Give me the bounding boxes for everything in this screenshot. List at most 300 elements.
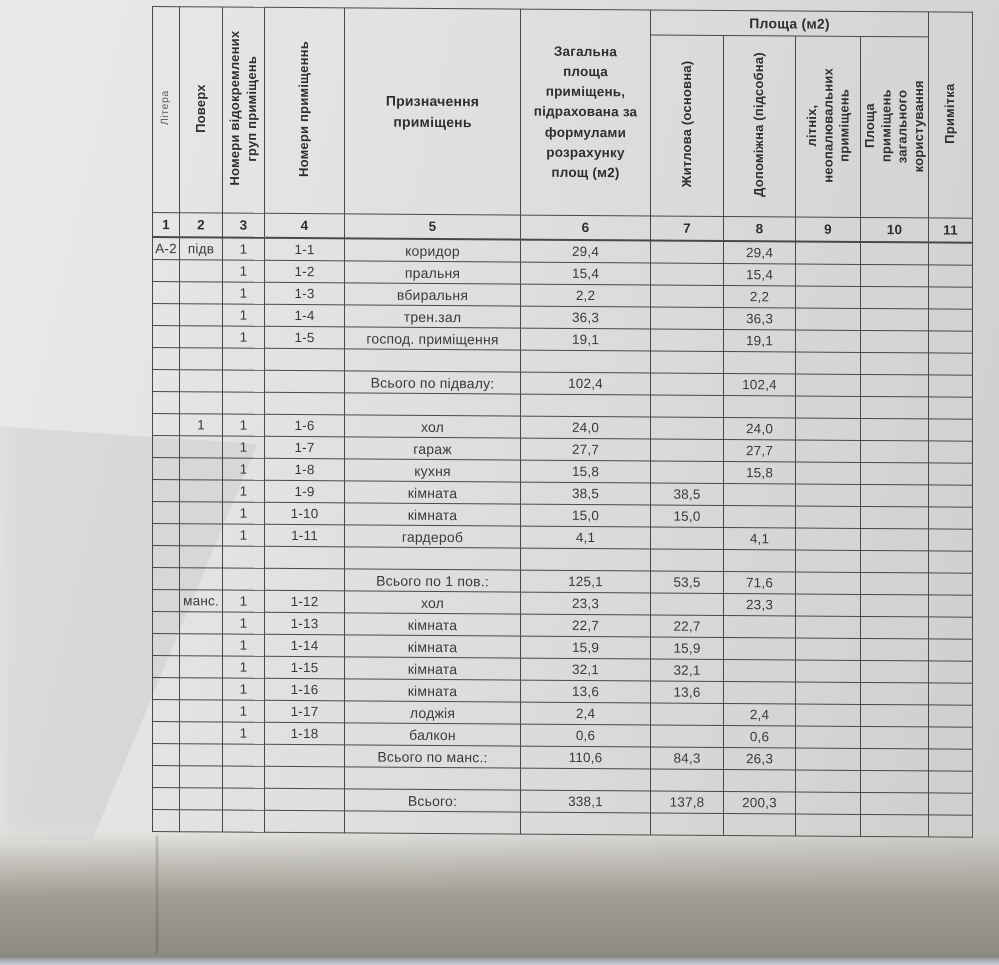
cell-col6: 4,1 <box>521 526 651 549</box>
cell-col5: Всього: <box>345 789 521 812</box>
cell-col6: 29,4 <box>521 240 651 263</box>
cell-col6: 15,8 <box>521 460 651 483</box>
cell-col4: 1-18 <box>265 722 345 745</box>
cell-col9 <box>796 484 861 506</box>
cell-col9 <box>796 506 861 528</box>
header-litera-label: Літера <box>159 90 172 126</box>
cell-col2 <box>180 282 223 304</box>
cell-col11 <box>929 793 973 815</box>
cell-col1 <box>153 700 180 722</box>
cell-col11 <box>929 529 973 551</box>
header-group-numbers-label: Номери відокремлених груп приміщень <box>226 31 259 187</box>
cell-col5: кімната <box>345 635 521 658</box>
cell-col4 <box>265 370 345 393</box>
cell-col2 <box>180 348 223 370</box>
cell-col4: 1-10 <box>265 502 345 525</box>
cell-col3: 1 <box>223 612 265 634</box>
cell-col1 <box>153 810 180 832</box>
cell-col9 <box>796 748 861 770</box>
cell-col5: кімната <box>345 657 521 680</box>
cell-col5: Всього по 1 пов.: <box>345 569 521 592</box>
cell-col10 <box>861 770 929 792</box>
cell-col5: трен.зал <box>345 305 521 328</box>
cell-col3: 1 <box>223 436 265 458</box>
cell-col7 <box>651 395 724 418</box>
cell-col6: 22,7 <box>521 614 651 637</box>
cell-col9 <box>796 352 861 374</box>
cell-col7 <box>651 373 724 396</box>
table-header <box>153 7 973 243</box>
table-body <box>153 237 973 837</box>
cell-col10 <box>861 462 929 484</box>
col-number: 6 <box>521 215 651 240</box>
cell-col3: 1 <box>223 502 265 524</box>
cell-col4: 1-12 <box>265 590 345 613</box>
cell-col5: господ. приміщення <box>345 327 521 350</box>
cell-col7: 22,7 <box>651 615 724 638</box>
cell-col8: 71,6 <box>724 571 796 594</box>
cell-col5: гардероб <box>345 525 521 548</box>
cell-col9 <box>796 264 861 286</box>
cell-col1 <box>153 326 180 348</box>
cell-col2 <box>180 788 223 810</box>
cell-col1 <box>153 722 180 744</box>
cell-col4 <box>265 568 345 591</box>
cell-col6: 36,3 <box>521 306 651 329</box>
cell-col9 <box>796 638 861 660</box>
cell-col10 <box>861 748 929 770</box>
cell-col6: 102,4 <box>521 372 651 395</box>
cell-col9 <box>796 770 861 792</box>
cell-col10 <box>861 506 929 528</box>
cell-col11 <box>929 463 973 485</box>
cell-col6: 0,6 <box>521 724 651 747</box>
cell-col11 <box>929 727 973 749</box>
cell-col4 <box>265 392 345 415</box>
cell-col8 <box>724 769 796 792</box>
cell-col6: 15,9 <box>521 636 651 659</box>
cell-col10 <box>861 572 929 594</box>
cell-col8 <box>724 637 796 660</box>
cell-col7 <box>651 263 724 286</box>
cell-col8: 2,4 <box>724 703 796 726</box>
cell-col8: 27,7 <box>724 439 796 462</box>
cell-col10 <box>861 352 929 374</box>
cell-col4: 1-2 <box>265 260 345 283</box>
cell-col8: 19,1 <box>724 329 796 352</box>
cell-col3: 1 <box>223 590 265 612</box>
cell-col11 <box>929 617 973 639</box>
cell-col10 <box>861 242 929 265</box>
cell-col4 <box>265 788 345 811</box>
cell-col9 <box>796 616 861 638</box>
cell-col3: 1 <box>223 524 265 546</box>
header-common-label: Площа приміщень загального користування <box>862 79 926 172</box>
cell-col3: 1 <box>223 237 265 260</box>
cell-col9 <box>796 682 861 704</box>
cell-col4: 1-9 <box>265 480 345 503</box>
cell-col11 <box>929 353 973 375</box>
cell-col8: 24,0 <box>724 417 796 440</box>
col-number: 5 <box>345 214 521 240</box>
cell-col11 <box>929 661 973 683</box>
cell-col10 <box>861 682 929 704</box>
cell-col11 <box>929 441 973 463</box>
header-note-label: Примітка <box>942 83 958 144</box>
cell-col3: 1 <box>223 480 265 502</box>
cell-col3: 1 <box>223 458 265 480</box>
cell-col5: хол <box>345 591 521 614</box>
cell-col6 <box>521 394 651 417</box>
header-area-group: Площа (м2) <box>651 10 929 37</box>
cell-col1 <box>153 766 180 788</box>
cell-col1 <box>153 788 180 810</box>
cell-col2 <box>180 326 223 348</box>
cell-col9 <box>796 462 861 484</box>
cell-col9 <box>796 396 861 418</box>
cell-col11 <box>929 242 973 265</box>
cell-col9 <box>796 241 861 264</box>
cell-col8: 36,3 <box>724 307 796 330</box>
cell-col3: 1 <box>223 260 265 282</box>
cell-col5: гараж <box>345 437 521 460</box>
header-purpose: Призначення приміщень <box>345 8 521 215</box>
cell-col3 <box>223 348 265 370</box>
cell-col1 <box>153 348 180 370</box>
floor-area-explication-table <box>152 6 972 838</box>
cell-col6: 32,1 <box>521 658 651 681</box>
cell-col6: 338,1 <box>521 790 651 813</box>
cell-col7 <box>651 307 724 330</box>
cell-col11 <box>929 265 973 287</box>
cell-col8 <box>724 351 796 374</box>
cell-col7: 15,9 <box>651 637 724 660</box>
cell-col1 <box>153 304 180 326</box>
cell-col2 <box>180 766 223 788</box>
cell-col3 <box>223 392 265 414</box>
cell-col10 <box>861 264 929 286</box>
cell-col3: 1 <box>223 700 265 722</box>
cell-col8: 200,3 <box>724 791 796 814</box>
cell-col8 <box>724 483 796 506</box>
col-number: 1 <box>153 213 180 238</box>
cell-col5: кімната <box>345 503 521 526</box>
cell-col8: 15,4 <box>724 263 796 286</box>
cell-col10 <box>861 418 929 440</box>
cell-col7: 13,6 <box>651 681 724 704</box>
cell-col3: 1 <box>223 326 265 348</box>
cell-col5: кімната <box>345 613 521 636</box>
cell-col5: кімната <box>345 679 521 702</box>
cell-col4: 1-16 <box>265 678 345 701</box>
cell-col8: 4,1 <box>724 527 796 550</box>
cell-col6: 2,4 <box>521 702 651 725</box>
cell-col11 <box>929 683 973 705</box>
cell-col10 <box>861 594 929 616</box>
cell-col9 <box>796 440 861 462</box>
cell-col4: 1-7 <box>265 436 345 459</box>
cell-col2: 1 <box>180 414 223 436</box>
col-number: 9 <box>796 217 861 242</box>
header-room-numbers <box>265 7 345 214</box>
col-number: 3 <box>223 213 265 238</box>
cell-col4 <box>265 744 345 767</box>
paper-fold-line <box>156 836 158 954</box>
cell-col6: 38,5 <box>521 482 651 505</box>
col-number: 7 <box>651 216 724 241</box>
cell-col11 <box>929 771 973 793</box>
cell-col5: коридор <box>345 238 521 262</box>
cell-col10 <box>861 396 929 418</box>
cell-col5 <box>345 767 521 790</box>
cell-col4 <box>265 766 345 789</box>
cell-col9 <box>796 660 861 682</box>
cell-col11 <box>929 595 973 617</box>
cell-col7: 15,0 <box>651 505 724 528</box>
cell-col7: 53,5 <box>651 571 724 594</box>
cell-col2 <box>180 678 223 700</box>
cell-col5: кухня <box>345 459 521 482</box>
cell-col9 <box>796 308 861 330</box>
cell-col4: 1-6 <box>265 414 345 437</box>
cell-col5 <box>345 393 521 416</box>
cell-col7 <box>651 329 724 352</box>
cell-col3: 1 <box>223 414 265 436</box>
cell-col9 <box>796 374 861 396</box>
cell-col3 <box>223 568 265 590</box>
cell-col11 <box>929 705 973 727</box>
cell-col10 <box>861 616 929 638</box>
cell-col11 <box>929 397 973 419</box>
header-auxiliary <box>724 35 796 217</box>
cell-col11 <box>929 287 973 309</box>
header-living <box>651 35 724 217</box>
cell-col1 <box>153 414 180 436</box>
cell-col1 <box>153 260 180 282</box>
cell-col11 <box>929 551 973 573</box>
cell-col3: 1 <box>223 282 265 304</box>
cell-col5: Всього по підвалу: <box>345 371 521 394</box>
cell-col8: 26,3 <box>724 747 796 770</box>
cell-col4: 1-5 <box>265 326 345 349</box>
cell-col11 <box>929 309 973 331</box>
cell-col8 <box>724 681 796 704</box>
cell-col11 <box>929 507 973 529</box>
cell-col1 <box>153 744 180 766</box>
cell-col10 <box>861 484 929 506</box>
cell-col5 <box>345 547 521 570</box>
header-litera <box>153 7 180 213</box>
cell-col7 <box>651 285 724 308</box>
cell-col1: А-2 <box>153 237 180 260</box>
cell-col11 <box>929 749 973 771</box>
header-living-label: Житлова (основна) <box>678 60 694 188</box>
col-number: 11 <box>929 218 973 243</box>
cell-col11 <box>929 375 973 397</box>
cell-col9 <box>796 286 861 308</box>
cell-col4 <box>265 348 345 371</box>
cell-col5: балкон <box>345 723 521 746</box>
cell-col8 <box>724 659 796 682</box>
cell-col4 <box>265 546 345 569</box>
cell-col10 <box>861 638 929 660</box>
cell-col2 <box>180 260 223 282</box>
cell-col8: 29,4 <box>724 241 796 264</box>
cell-col6: 27,7 <box>521 438 651 461</box>
cell-col3 <box>223 546 265 568</box>
cell-col6: 2,2 <box>521 284 651 307</box>
cell-col7: 32,1 <box>651 659 724 682</box>
cell-col2 <box>180 744 223 766</box>
cell-col7 <box>651 439 724 462</box>
cell-col4: 1-17 <box>265 700 345 723</box>
cell-col9 <box>796 704 861 726</box>
cell-col6: 110,6 <box>521 746 651 769</box>
cell-col10 <box>861 792 929 814</box>
cell-col10 <box>861 286 929 308</box>
cell-col3 <box>223 788 265 810</box>
cell-col3 <box>223 810 265 832</box>
header-poverkh <box>180 7 223 213</box>
cell-col2 <box>180 656 223 678</box>
header-summer-label: літніх, неопалювальних приміщень <box>803 67 852 183</box>
cell-col7: 137,8 <box>651 791 724 814</box>
cell-col2: манс. <box>180 590 223 612</box>
cell-col8: 15,8 <box>724 461 796 484</box>
cell-col10 <box>861 660 929 682</box>
cell-col7 <box>651 703 724 726</box>
cell-col1 <box>153 392 180 414</box>
cell-col6: 125,1 <box>521 570 651 593</box>
header-poverkh-label: Поверх <box>192 84 208 133</box>
cell-col6 <box>521 350 651 373</box>
cell-col9 <box>796 550 861 572</box>
cell-col11 <box>929 331 973 353</box>
cell-col4: 1-1 <box>265 238 345 261</box>
cell-col9 <box>796 594 861 616</box>
cell-col8 <box>724 615 796 638</box>
cell-col10 <box>861 726 929 748</box>
cell-col5: хол <box>345 415 521 438</box>
cell-col11 <box>929 485 973 507</box>
cell-col5: Всього по манс.: <box>345 745 521 768</box>
cell-col10 <box>861 550 929 572</box>
cell-col6: 19,1 <box>521 328 651 351</box>
cell-col3: 1 <box>223 722 265 744</box>
cell-col4: 1-4 <box>265 304 345 327</box>
cell-col5: лоджія <box>345 701 521 724</box>
cell-col6 <box>521 768 651 791</box>
cell-col9 <box>796 792 861 814</box>
cell-col9 <box>796 572 861 594</box>
cell-col6 <box>521 548 651 571</box>
cell-col7: 38,5 <box>651 483 724 506</box>
area-table <box>152 6 973 838</box>
cell-col2: підв <box>180 237 223 260</box>
header-summer <box>796 36 861 217</box>
cell-col8: 102,4 <box>724 373 796 396</box>
cell-col8: 23,3 <box>724 593 796 616</box>
cell-col5 <box>345 349 521 372</box>
header-total-area-label: Загальна площа приміщень, підрахована за формулами розрахунку площ (м2) <box>533 43 638 181</box>
cell-col10 <box>861 704 929 726</box>
cell-col10 <box>861 330 929 352</box>
cell-col8 <box>724 395 796 418</box>
cell-col3 <box>223 744 265 766</box>
cell-col4: 1-3 <box>265 282 345 305</box>
cell-col9 <box>796 726 861 748</box>
cell-col3 <box>223 370 265 392</box>
cell-col3: 1 <box>223 656 265 678</box>
cell-col7 <box>651 527 724 550</box>
cell-col4: 1-13 <box>265 612 345 635</box>
header-auxiliary-label: Допоміжна (підсобна) <box>751 52 767 198</box>
cell-col7 <box>651 461 724 484</box>
cell-col3: 1 <box>223 678 265 700</box>
cell-col3: 1 <box>223 634 265 656</box>
cell-col2 <box>180 810 223 832</box>
header-total-area <box>521 9 651 216</box>
cell-col2 <box>180 304 223 326</box>
cell-col8: 0,6 <box>724 725 796 748</box>
header-room-numbers-label: Номери приміщеннь <box>296 41 312 178</box>
cell-col9 <box>796 330 861 352</box>
cell-col4 <box>265 810 345 833</box>
cell-col1 <box>153 370 180 392</box>
header-common <box>861 36 929 217</box>
cell-col2 <box>180 370 223 392</box>
cell-col11 <box>929 573 973 595</box>
cell-col2 <box>180 722 223 744</box>
cell-col5: вбиральня <box>345 283 521 306</box>
cell-col5: кімната <box>345 481 521 504</box>
cell-col6: 13,6 <box>521 680 651 703</box>
header-group-numbers <box>223 7 265 213</box>
cell-col6: 15,4 <box>521 262 651 285</box>
cell-col10 <box>861 528 929 550</box>
cell-col7 <box>651 351 724 374</box>
cell-col10 <box>861 440 929 462</box>
cell-col10 <box>861 374 929 396</box>
cell-col6: 23,3 <box>521 592 651 615</box>
cell-col4: 1-15 <box>265 656 345 679</box>
cell-col7 <box>651 417 724 440</box>
cell-col9 <box>796 528 861 550</box>
cell-col11 <box>929 639 973 661</box>
header-note <box>929 12 973 218</box>
cell-col8 <box>724 549 796 572</box>
cell-col2 <box>180 634 223 656</box>
cell-col2 <box>180 700 223 722</box>
cell-col5: пральня <box>345 261 521 284</box>
cell-col1 <box>153 282 180 304</box>
cell-col8: 2,2 <box>724 285 796 308</box>
col-number: 10 <box>861 217 929 242</box>
cell-col11 <box>929 419 973 441</box>
cell-col3: 1 <box>223 304 265 326</box>
cell-col9 <box>796 418 861 440</box>
photo-bottom-edge <box>0 956 999 965</box>
cell-col6: 24,0 <box>521 416 651 439</box>
cell-col8 <box>724 505 796 528</box>
col-number: 2 <box>180 213 223 238</box>
header-row-top <box>153 7 973 38</box>
cell-col7 <box>651 240 724 263</box>
cell-col7 <box>651 593 724 616</box>
col-number: 4 <box>265 213 345 238</box>
cell-col2 <box>180 392 223 414</box>
cell-col6: 15,0 <box>521 504 651 527</box>
